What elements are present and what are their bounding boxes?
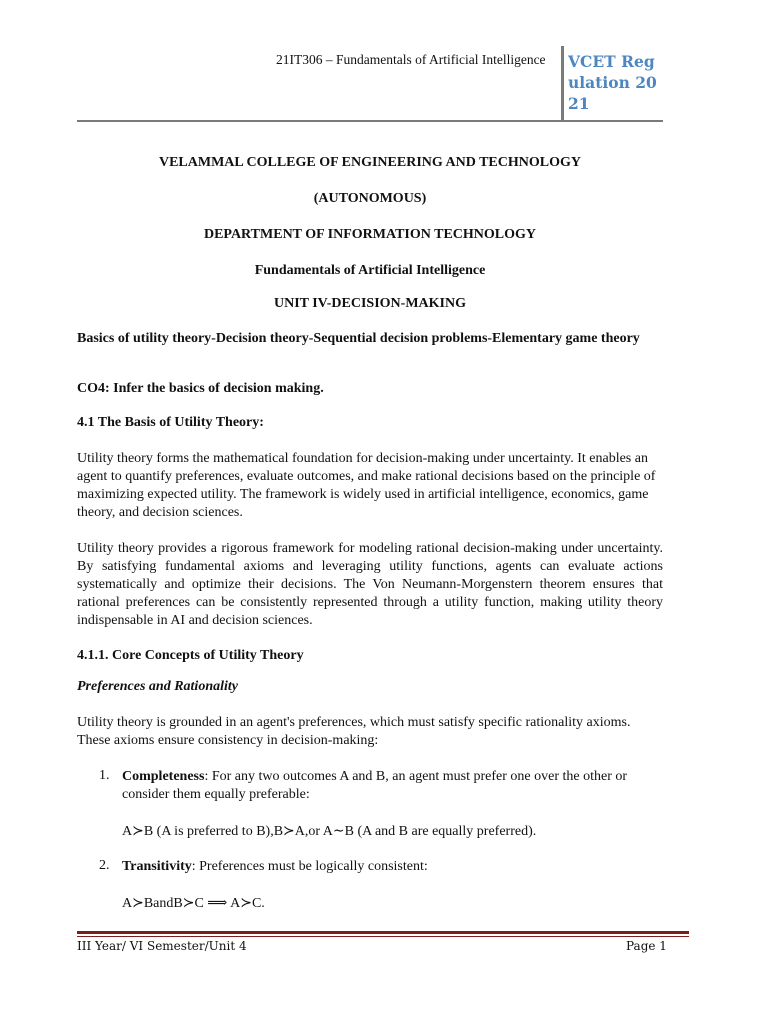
footer-semester: III Year/ VI Semester/Unit 4	[77, 939, 247, 953]
paragraph-utility-foundation: Utility theory forms the mathematical foundation for decision-making under uncertainty. It enables an agent to quantify preferences, evaluate outcomes, and make rational decisions based on the principle of maximizing expected utility. The framework is widely used in artificial intelligence, economics, game theory, and decision sciences.	[77, 451, 656, 520]
unit-syllabus: Basics of utility theory-Decision theory-Sequential decision problems-Elementary game theory	[77, 331, 640, 346]
subheading-preferences: Preferences and Rationality	[77, 679, 238, 694]
paragraph-utility-framework: Utility theory provides a rigorous framework for modeling rational decision-making under uncertainty. By satisfying fundamental axioms and leveraging utility functions, agents can evaluate actions systematically and optimize their decisions. The Von Neumann-Morgenstern theorem ensures that rational preferences can be consistently represented through a utility function, making utility theory indispensable in AI and decision sciences.	[77, 541, 663, 628]
college-name: VELAMMAL COLLEGE OF ENGINEERING AND TECHNOLOGY	[158, 155, 581, 170]
department-name: DEPARTMENT OF INFORMATION TECHNOLOGY	[203, 227, 537, 242]
unit-title: UNIT IV-DECISION-MAKING	[273, 296, 466, 311]
header-course-title: 21IT306 – Fundamentals of Artificial Intelligence	[276, 52, 546, 67]
header-rule	[77, 120, 663, 122]
list-item-number: 1.	[99, 768, 110, 783]
completeness-formula: A≻B (A is preferred to B),B≻A,or A∼B (A and B are equally preferred).	[122, 824, 537, 839]
autonomous-label: (AUTONOMOUS)	[313, 191, 427, 206]
completeness-definition: : For any two outcomes A and B, an agent must prefer one over the other or consider them equally preferable:	[122, 769, 628, 802]
transitivity-definition: : Preferences must be logically consistent:	[191, 859, 428, 874]
list-item-transitivity	[122, 858, 663, 876]
course-outcome: CO4: Infer the basics of decision making.	[77, 381, 324, 396]
term-transitivity: Transitivity	[122, 859, 192, 874]
subject-title: Fundamentals of Artificial Intelligence	[254, 263, 486, 278]
footer-rule	[77, 931, 689, 934]
list-item-completeness	[122, 768, 663, 804]
section-heading-4-1-1: 4.1.1. Core Concepts of Utility Theory	[77, 648, 304, 663]
footer-rule-thin	[77, 936, 689, 937]
header-divider	[561, 46, 564, 120]
term-completeness: Completeness	[122, 769, 205, 784]
footer-page-number: Page 1	[626, 939, 667, 953]
list-item-number: 2.	[99, 858, 110, 873]
section-heading-4-1: 4.1 The Basis of Utility Theory:	[77, 415, 264, 430]
paragraph-preferences-intro: Utility theory is grounded in an agent's preferences, which must satisfy specific rationality axioms. These axioms ensure consistency in decision-making:	[77, 715, 631, 748]
transitivity-formula: A≻BandB≻C ⟹ A≻C.	[122, 896, 265, 911]
header-regulation-badge: VCET Regulation 2021	[568, 52, 657, 113]
